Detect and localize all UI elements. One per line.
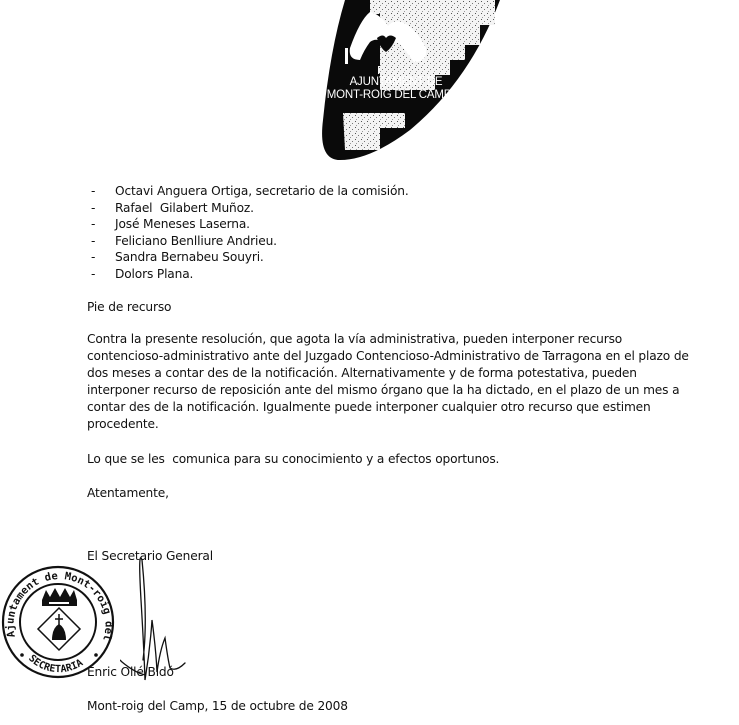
member-name: José Meneses Laserna.: [115, 217, 250, 232]
member-name: Dolors Plana.: [115, 266, 194, 281]
stamp-bottom-text: SECRETARIA: [26, 653, 86, 676]
secretary-stamp: [0, 562, 120, 687]
section-title: Pie de recurso: [87, 300, 172, 314]
member-name: Octavi Anguera Ortiga, secretario de la comisión.: [115, 184, 409, 198]
bullet-dash: -: [91, 217, 96, 232]
member-name: Rafael Gilabert Muñoz.: [115, 200, 254, 215]
signatory-title: El Secretario General: [87, 549, 213, 563]
paragraph-line: Contra la presente resolución, que agota la vía administrativa, pueden interponer recurso: [87, 332, 623, 346]
resource-paragraph: [87, 331, 717, 433]
list-item: [87, 249, 409, 266]
logo-text-line1: AJUNTAMENT DE: [349, 76, 443, 88]
list-item: [87, 200, 409, 217]
member-name: Sandra Bernabeu Souyri.: [115, 250, 264, 265]
bullet-dash: -: [91, 184, 96, 198]
paragraph-line: contar des de la notificación. Igualmente puede interponer cualquier otro recurso que estimen: [87, 400, 651, 414]
handwritten-signature: [120, 540, 260, 690]
bullet-dash: -: [91, 250, 96, 265]
bullet-dash: -: [91, 233, 96, 248]
paragraph-line: contencioso-administrativo ante del Juzgado Contencioso-Administrativo de Tarragona en el plazo de: [87, 349, 689, 363]
stamp-ring-text: Ajuntament de Mont-roig del: [4, 569, 115, 643]
shield-diamond-icon: [38, 608, 80, 650]
closing-text: Atentamente,: [87, 486, 169, 500]
crown-icon: [42, 588, 77, 606]
place-date: Mont-roig del Camp, 15 de octubre de 2008: [87, 699, 348, 713]
signatory-name: Enric Ollé Bidó: [87, 665, 174, 679]
list-item: [87, 233, 409, 250]
list-item: [87, 183, 409, 200]
logo-text-line2: MONT-ROIG DEL CAMP: [326, 89, 452, 101]
bullet-dash: -: [91, 200, 96, 215]
list-item: [87, 266, 409, 283]
paragraph-line: interponer recurso de reposición ante del mismo órgano que la ha dictado, en el plazo de un mes a: [87, 383, 680, 397]
communication-text: Lo que se les comunica para su conocimiento y a efectos oportunos.: [87, 452, 500, 466]
paragraph-line: procedente.: [87, 417, 159, 431]
commission-members-list: [87, 183, 409, 283]
member-name: Feliciano Benlliure Andrieu.: [115, 233, 277, 248]
list-item: [87, 216, 409, 233]
bullet-dash: -: [91, 266, 96, 281]
paragraph-line: dos meses a contar des de la notificación. Alternativamente y de forma potestativa, pueden: [87, 366, 637, 380]
